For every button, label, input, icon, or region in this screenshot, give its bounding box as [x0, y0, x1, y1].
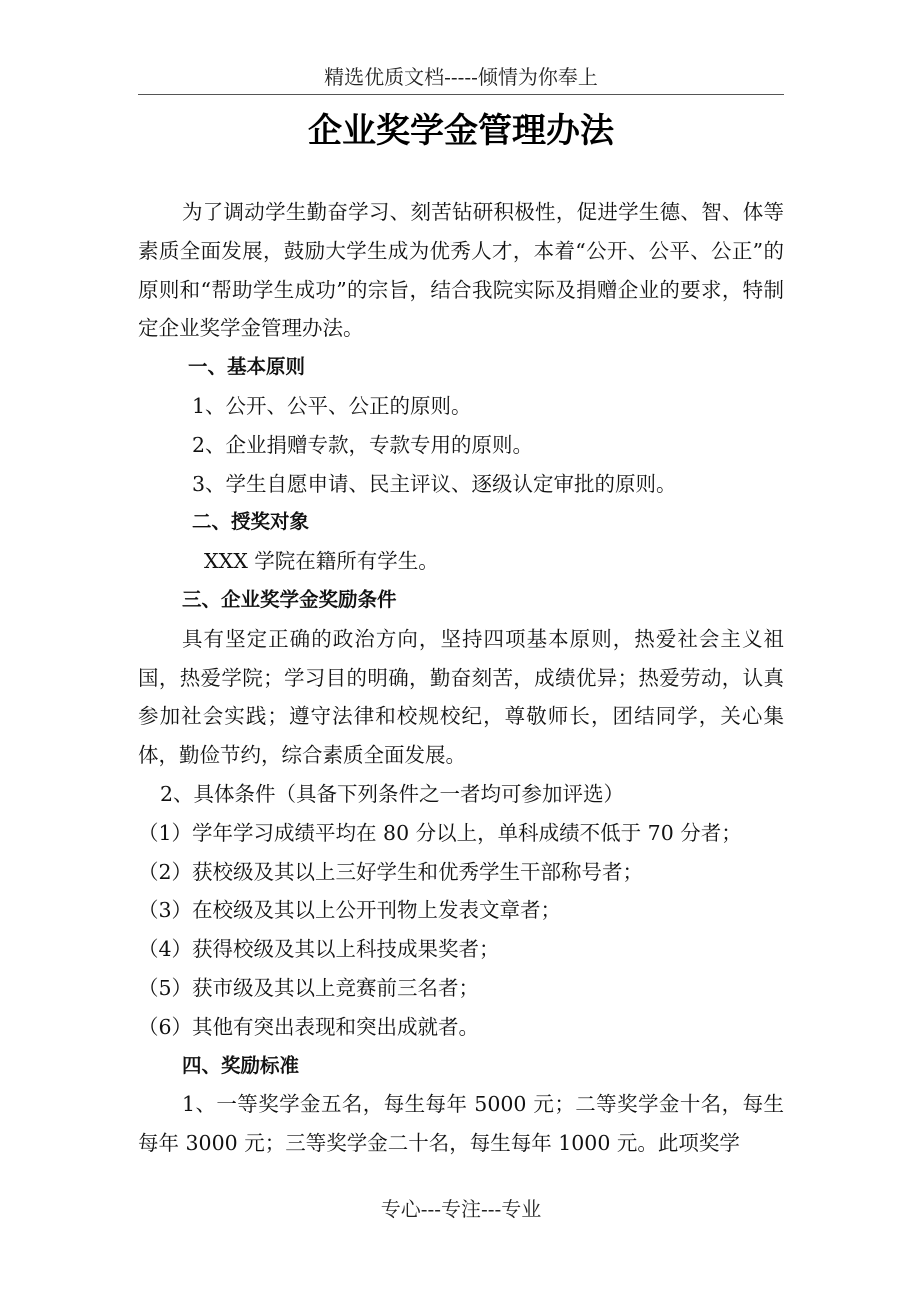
- standards-paragraph: 1、一等奖学金五名，每生每年 5000 元；二等奖学金十名，每生每年 3000 元；三等奖学金二十名，每生每年 1000 元。此项奖学: [138, 1092, 784, 1156]
- header-divider: [138, 94, 784, 95]
- conditions-paragraph: 具有坚定正确的政治方向，坚持四项基本原则，热爱社会主义祖国，热爱学院；学习目的明确，勤奋刻苦，成绩优异；热爱劳动，认真参加社会实践；遵守法律和校规校纪，尊敬师长，团结同学，关心集体，勤俭节约，综合素质全面发展。: [138, 626, 784, 768]
- condition-item: （2）获校级及其以上三好学生和优秀学生干部称号者；: [138, 859, 644, 884]
- document-title: 企业奖学金管理办法: [308, 111, 614, 151]
- principle-item: 3、学生自愿申请、民主评议、逐级认定审批的原则。: [192, 471, 677, 496]
- condition-item: （5）获市级及其以上竞赛前三名者；: [138, 975, 480, 1000]
- condition-item: （1）学年学习成绩平均在 80 分以上，单科成绩不低于 70 分者；: [138, 820, 742, 845]
- page-header: 精选优质文档-----倾情为你奉上: [324, 65, 598, 89]
- recipients-text: XXX 学院在籍所有学生。: [204, 549, 439, 574]
- section-heading-principles: 一、基本原则: [188, 355, 306, 379]
- section-heading-conditions: 三、企业奖学金奖励条件: [182, 587, 397, 611]
- condition-item: （3）在校级及其以上公开刊物上发表文章者；: [138, 898, 562, 923]
- principle-item: 2、企业捐赠专款，专款专用的原则。: [192, 432, 534, 457]
- conditions-subheading: 2、具体条件（具备下列条件之一者均可参加评选）: [160, 781, 625, 806]
- section-heading-standards: 四、奖励标准: [182, 1053, 300, 1077]
- section-heading-recipients: 二、授奖对象: [192, 510, 310, 534]
- intro-paragraph: 为了调动学生勤奋学习、刻苦钻研积极性，促进学生德、智、体等素质全面发展，鼓励大学生成为优秀人才，本着“公开、公平、公正”的原则和“帮助学生成功”的宗旨，结合我院实际及捐赠企业的要求，特制定企业奖学金管理办法。: [138, 200, 784, 341]
- document-body: [138, 193, 784, 1163]
- condition-item: （4）获得校级及其以上科技成果奖者；: [138, 937, 500, 962]
- page-footer: 专心---专注---专业: [380, 1197, 542, 1221]
- condition-item: （6）其他有突出表现和突出成就者。: [138, 1014, 480, 1039]
- principle-item: 1、公开、公平、公正的原则。: [192, 393, 472, 418]
